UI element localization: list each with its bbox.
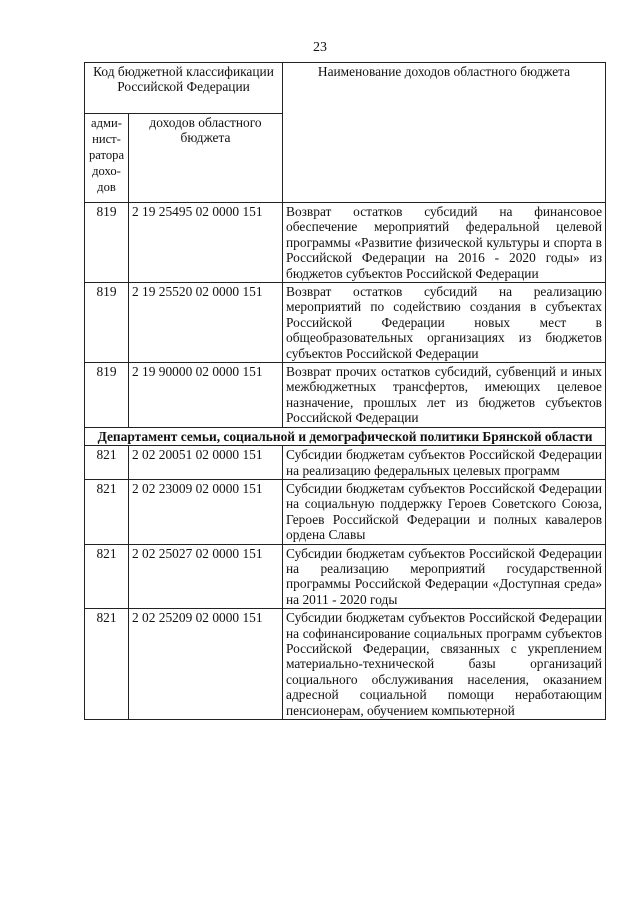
income-name: Возврат остатков субсидий на финансовое обеспечение мероприятий федеральной целевой программы «Развитие физической культуры и спорта в Российской Федерации на 2016 - 2020 годы» из бюджетов субъектов Российской Федерации — [283, 203, 606, 283]
table-row — [85, 203, 606, 283]
table-row — [85, 283, 606, 363]
admin-code: 821 — [85, 609, 129, 720]
table-row — [85, 363, 606, 428]
income-name: Субсидии бюджетам субъектов Российской Федерации на реализацию мероприятий государственной программы Российской Федерации «Доступная среда» на 2011 - 2020 годы — [283, 544, 606, 609]
budget-income-table — [84, 62, 606, 720]
income-name: Субсидии бюджетам субъектов Российской Федерации на софинансирование социальных программ субъектов Российской Федерации, связанных с укреплением материально-технической базы организаций социального обслуживания населения, оказанием адресной социальной помощи неработающим пенсионерам, обучением компьютерной — [283, 609, 606, 720]
budget-code: 2 19 25495 02 0000 151 — [129, 203, 283, 283]
budget-code: 2 19 90000 02 0000 151 — [129, 363, 283, 428]
table-row — [85, 479, 606, 544]
admin-code: 821 — [85, 544, 129, 609]
budget-code: 2 19 25520 02 0000 151 — [129, 283, 283, 363]
table-row — [85, 609, 606, 720]
table-row — [85, 446, 606, 480]
header-admin-column: адми-нист-ратора дохо-дов — [85, 114, 129, 203]
admin-code: 821 — [85, 479, 129, 544]
budget-code: 2 02 25209 02 0000 151 — [129, 609, 283, 720]
admin-code: 821 — [85, 446, 129, 480]
income-name: Субсидии бюджетам субъектов Российской Федерации на социальную поддержку Героев Советского Союза, Героев Российской Федерации и полных кавалеров ордена Славы — [283, 479, 606, 544]
income-name: Возврат прочих остатков субсидий, субвенций и иных межбюджетных трансфертов, имеющих целевое назначение, прошлых лет из бюджетов субъектов Российской Федерации — [283, 363, 606, 428]
admin-code: 819 — [85, 363, 129, 428]
department-title: Департамент семьи, социальной и демографической политики Брянской области — [85, 427, 606, 445]
header-row-top — [85, 63, 606, 114]
budget-code: 2 02 25027 02 0000 151 — [129, 544, 283, 609]
income-name: Субсидии бюджетам субъектов Российской Федерации на реализацию федеральных целевых программ — [283, 446, 606, 480]
admin-code: 819 — [85, 203, 129, 283]
header-income-column: доходов областного бюджета — [129, 114, 283, 203]
header-code-group: Код бюджетной классификации Российской Федерации — [85, 63, 283, 114]
income-name: Возврат остатков субсидий на реализацию мероприятий по содействию создания в субъектах Российской Федерации новых мест в общеобразовательных организациях из бюджетов субъектов Российской Федерации — [283, 283, 606, 363]
department-row — [85, 427, 606, 445]
budget-code: 2 02 23009 02 0000 151 — [129, 479, 283, 544]
header-name-column: Наименование доходов областного бюджета — [283, 63, 606, 203]
admin-code: 819 — [85, 283, 129, 363]
budget-code: 2 02 20051 02 0000 151 — [129, 446, 283, 480]
table-row — [85, 544, 606, 609]
page-number: 23 — [313, 40, 327, 55]
